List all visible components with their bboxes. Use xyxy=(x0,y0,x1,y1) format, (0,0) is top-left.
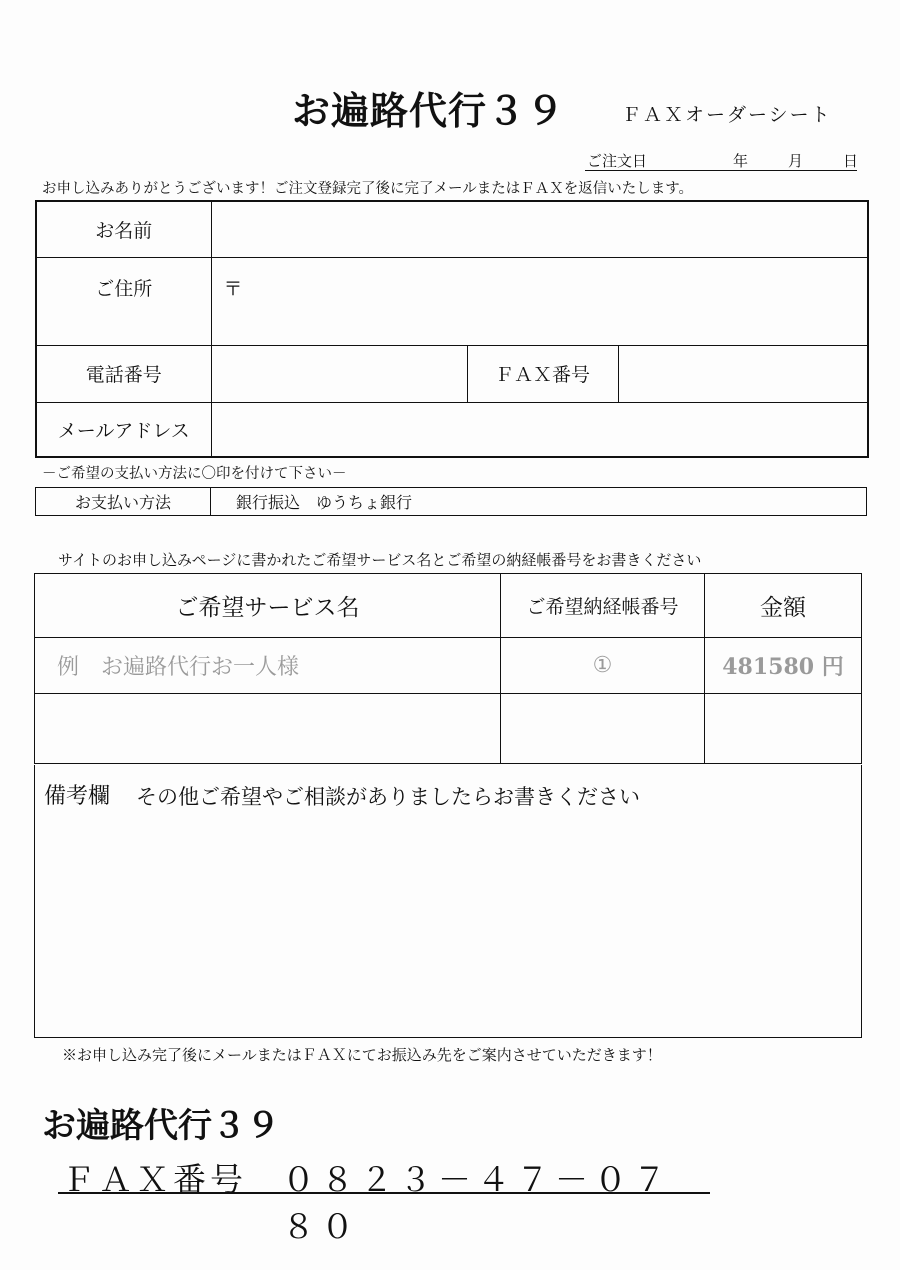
name-field[interactable] xyxy=(211,201,868,257)
postal-mark: 〒 xyxy=(223,277,243,300)
fax-contact-line xyxy=(58,1152,710,1246)
document-subtitle: ＦＡＸオーダーシート xyxy=(622,104,832,126)
document-title: お遍路代行３９ xyxy=(292,88,566,133)
book-number-header: ご希望納経帳番号 xyxy=(501,574,705,638)
fax-label: ＦＡＸ番号 xyxy=(467,345,618,402)
price-header: 金額 xyxy=(705,574,862,638)
example-price: 481580 円 xyxy=(705,638,862,694)
customer-info-table xyxy=(35,200,869,458)
footer-fax-label: ＦＡＸ番号 xyxy=(62,1160,247,1199)
service-name-header: ご希望サービス名 xyxy=(35,574,501,638)
service-name-field[interactable] xyxy=(35,694,501,764)
example-service: 例 お遍路代行お一人様 xyxy=(35,638,501,694)
footnote: ※お申し込み完了後にメールまたはＦＡＸにてお振込み先をご案内させていただきます！ xyxy=(62,1046,662,1064)
address-label: ご住所 xyxy=(36,257,211,345)
intro-text: お申し込みありがとうございます！ご注文登録完了後に完了メールまたはＦＡＸを返信いたします。 xyxy=(42,181,694,197)
phone-field[interactable] xyxy=(211,345,467,402)
order-date-label: ご注文日 xyxy=(587,152,648,170)
email-label: メールアドレス xyxy=(36,402,211,457)
example-book-number: ① xyxy=(501,638,705,694)
remarks-hint: その他ご希望やご相談がありましたらお書きください xyxy=(136,785,640,809)
company-name: お遍路代行３９ xyxy=(42,1106,280,1146)
service-hint: サイトのお申し込みページに書かれたご希望サービス名とご希望の納経帳番号をお書きください xyxy=(58,551,702,569)
footer-fax-number: ０８２３－４７－０７８０ xyxy=(282,1160,672,1246)
phone-label: 電話番号 xyxy=(36,345,211,402)
payment-label: お支払い方法 xyxy=(36,488,211,516)
service-table xyxy=(34,573,862,764)
payment-options[interactable]: 銀行振込 ゆうちょ銀行 xyxy=(211,488,867,516)
price-field[interactable] xyxy=(705,694,862,764)
book-number-field[interactable] xyxy=(501,694,705,764)
email-field[interactable] xyxy=(211,402,868,457)
payment-table xyxy=(35,487,867,516)
fax-field[interactable] xyxy=(618,345,868,402)
day-label: 日 xyxy=(843,152,859,170)
order-date-line xyxy=(585,150,857,171)
name-label: お名前 xyxy=(36,201,211,257)
address-field[interactable] xyxy=(211,257,868,345)
month-label: 月 xyxy=(788,152,804,170)
payment-hint: －ご希望の支払い方法に〇印を付けて下さい－ xyxy=(42,466,347,482)
remarks-title: 備考欄 xyxy=(44,784,111,809)
year-label: 年 xyxy=(733,152,749,170)
